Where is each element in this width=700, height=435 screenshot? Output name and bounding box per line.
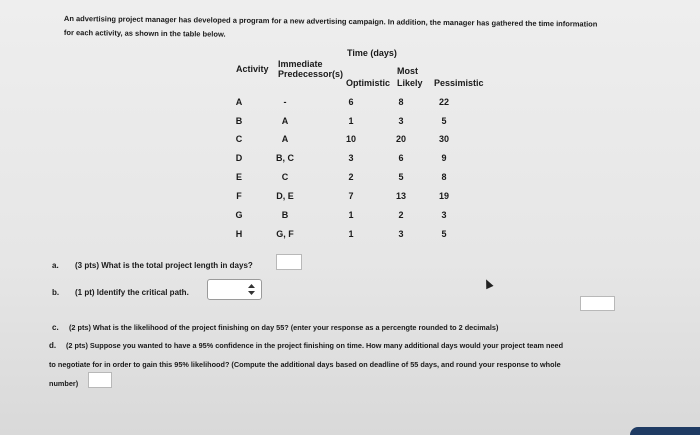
row-predecessor: C [281, 172, 289, 182]
mouse-cursor-icon [482, 278, 493, 290]
header-most: Most [397, 66, 418, 76]
question-b-text: (1 pt) Identify the critical path. [75, 288, 189, 297]
row-optimistic: 2 [348, 172, 354, 182]
row-most-likely: 3 [398, 116, 404, 126]
row-activity: A [235, 97, 243, 107]
question-a-letter: a. [52, 261, 59, 270]
header-optimistic: Optimistic [346, 78, 391, 88]
row-optimistic: 1 [348, 116, 354, 126]
question-b-letter: b. [52, 288, 60, 297]
header-predecessors: Predecessor(s) [278, 69, 344, 79]
row-predecessor: D, E [276, 191, 294, 201]
next-button-edge[interactable] [630, 427, 700, 435]
row-activity: F [236, 191, 242, 201]
row-optimistic: 7 [348, 191, 354, 201]
question-d-letter: d. [49, 341, 57, 350]
intro-line-1: An advertising project manager has developed a program for a new advertising campaign. In addition, the manager has gathered the time information [63, 13, 598, 29]
critical-path-select[interactable] [207, 279, 262, 300]
question-d-line-2: to negotiate for in order to gain this 95% likelihood? (Compute the additional days based on deadline of 55 days, and round your response to whole [49, 360, 561, 369]
question-c-letter: c. [52, 323, 59, 332]
question-a-text: (3 pts) What is the total project length in days? [75, 261, 253, 270]
row-optimistic: 1 [348, 210, 354, 220]
header-activity: Activity [236, 64, 269, 74]
row-most-likely: 2 [398, 210, 404, 220]
row-activity: C [235, 134, 243, 144]
row-pessimistic: 19 [438, 191, 449, 201]
row-activity: D [235, 153, 243, 163]
answer-c-input[interactable] [580, 296, 615, 311]
question-c-text: (2 pts) What is the likelihood of the project finishing on day 55? (enter your response as a percengte rounded to 2 decimals) [69, 323, 499, 332]
row-most-likely: 5 [398, 172, 404, 182]
row-activity: E [235, 172, 242, 182]
row-activity: B [235, 116, 243, 126]
header-time-days: Time (days) [347, 48, 397, 58]
updown-arrows-icon [248, 284, 255, 295]
row-pessimistic: 30 [438, 134, 449, 144]
row-predecessor: - [283, 97, 287, 107]
header-pessimistic: Pessimistic [434, 78, 484, 88]
answer-a-input[interactable] [276, 254, 302, 270]
header-likely: Likely [397, 78, 423, 88]
row-predecessor: A [281, 116, 289, 126]
row-predecessor: A [281, 134, 289, 144]
row-most-likely: 3 [398, 229, 404, 239]
row-pessimistic: 5 [441, 116, 447, 126]
row-activity: H [235, 229, 243, 239]
row-most-likely: 8 [398, 97, 404, 107]
header-immediate: Immediate [278, 59, 323, 69]
row-pessimistic: 3 [441, 210, 447, 220]
row-optimistic: 6 [348, 97, 354, 107]
row-pessimistic: 22 [438, 97, 449, 107]
row-most-likely: 13 [395, 191, 406, 201]
row-predecessor: B, C [276, 153, 294, 163]
row-predecessor: B [281, 210, 289, 220]
row-optimistic: 10 [345, 134, 356, 144]
row-optimistic: 1 [348, 229, 354, 239]
answer-d-input[interactable] [88, 372, 112, 388]
row-activity: G [235, 210, 243, 220]
row-optimistic: 3 [348, 153, 354, 163]
question-d-line-1: (2 pts) Suppose you wanted to have a 95% confidence in the project finishing on time. How many additional days would your project team need [66, 341, 564, 350]
row-most-likely: 6 [398, 153, 404, 163]
intro-line-2: for each activity, as shown in the table below. [63, 27, 226, 39]
row-most-likely: 20 [395, 134, 406, 144]
row-predecessor: G, F [276, 229, 294, 239]
question-d-line-3: number) [49, 379, 79, 388]
row-pessimistic: 5 [441, 229, 447, 239]
row-pessimistic: 9 [441, 153, 447, 163]
row-pessimistic: 8 [441, 172, 447, 182]
